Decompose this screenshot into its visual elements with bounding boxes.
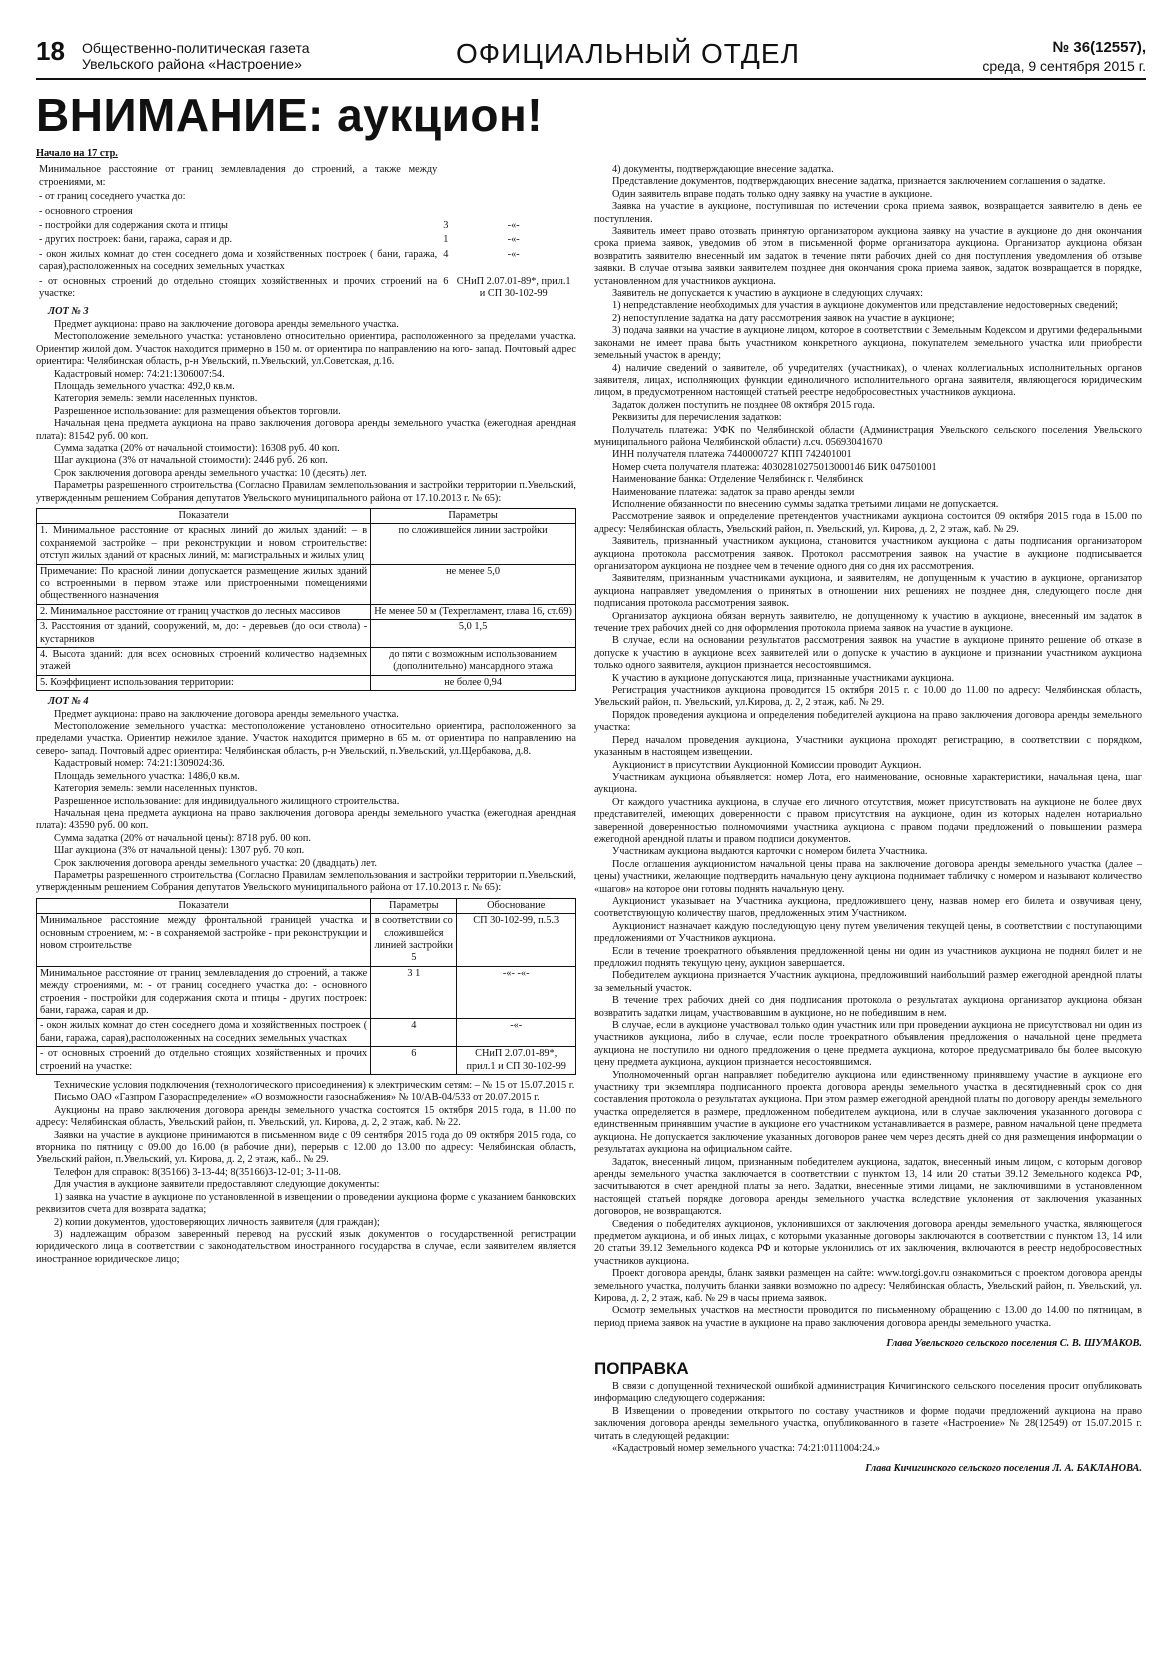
conditions-paragraph: 1) заявка на участие в аукционе по установленной в извещении о проведении аукциона форме с указанием банковских реквизитов счета для возврата задатка; — [36, 1191, 576, 1216]
procedure-paragraph: Заявитель имеет право отозвать принятую организатором аукциона заявку на участие в аукционе до дня окончания срока приема заявок, уведомив об этом в письменной форме организатора аукциона. Организатор аукциона обязан возвратить заявителю внесенный им задаток в течение пяти рабочих дней со дня поступления уведомления об отзыве заявки. В случае отзыва заявки заявителем позднее дня окончания срока приема заявок, задаток возвращается в порядке, установленном для участников аукциона. — [594, 226, 1142, 287]
issue-date: среда, 9 сентября 2015 г. — [982, 58, 1146, 74]
procedure-paragraph: От каждого участника аукциона, в случае его личного отсутствия, может присутствовать на аукционе не более двух представителей, имеющих доверенности с правом присутствия на аукционе, один из которых наделен нотариально заверенной доверенностью полномочиями участника аукциона с правом подачи предложений о повышении размера ежегодной арендной платы и правом подписи документов. — [594, 796, 1142, 845]
lot2-table-row — [36, 190, 576, 204]
lot4-table-row-cell: -«- -«- — [457, 966, 576, 1019]
correction-paragraph-1: В связи с допущенной технической ошибкой администрация Кичигинского сельского поселения просит опубликовать информацию следующего содержания: — [594, 1381, 1142, 1405]
lot4-paragraph: Начальная цена предмета аукциона на право заключения договора аренды земельного участка (ежегодная арендная плата): 43590 руб. 00 коп. — [36, 807, 576, 832]
lot3-paragraph: Начальная цена предмета аукциона на право заключения договора аренды земельного участка (ежегодная арендная плата): 81542 руб. 00 коп. — [36, 418, 576, 442]
procedure-paragraph: В случае, если в аукционе участвовал только один участник или при проведении аукциона не присутствовал ни один из участников аукциона, либо в случае, если после троекратного объявления предложения о начальной цене предмета аукциона не поступило ни одного предложения о цене предмета аукциона, которое предусматривало бы более высокую цену предмета аукциона, аукцион признается несостоявшимся. — [594, 1020, 1142, 1069]
lot4-table-header-2: Параметры — [371, 898, 457, 913]
lot3-table-row-cell: Не менее 50 м (Техрегламент, глава 16, ст.69) — [371, 604, 576, 619]
correction-heading: ПОПРАВКА — [594, 1358, 689, 1378]
lot4-params-table — [36, 898, 576, 1075]
auction-procedure-text — [594, 164, 1142, 1330]
procedure-paragraph: В течение трех рабочих дней со дня подписания протокола о результатах аукциона организатор аукциона обязан возвратить задатки лицам, участвовавшим в аукционе, но не победившим в нем. — [594, 995, 1142, 1019]
lot4-table-row-cell: Минимальное расстояние между фронтальной границей участка и основным строением, м: - в сохраняемой застройке - при реконструкции и новом строительстве — [37, 914, 371, 967]
lot4-paragraph: Шаг аукциона (3% от начальной цены): 1307 руб. 70 коп. — [54, 845, 305, 857]
lot3-paragraph: Местоположение земельного участка: установлено относительно ориентира, расположенного за пределами участка. Ориентир жилой дом. Участок находится примерно в 150 м. от ориентира по направлению на юго- запад. Почтовый адрес ориентира: Челябинская область, р-н Увельский, п.Увельский, ул.Советская, д.16. — [36, 331, 576, 368]
lot2-table-row — [36, 163, 576, 190]
gazette-line-1: Общественно-политическая газета — [82, 40, 310, 56]
lot3-table-row — [37, 620, 576, 648]
lot4-paragraph: Параметры разрешенного строительства (Согласно Правилам землепользования и застройки территории п.Увельский, утвержденным решением Собрания депутатов Увельского муниципального района от 17.10.2013 г. № 65): — [36, 869, 576, 894]
procedure-paragraph: Аукционист назначает каждую последующую цену путем увеличения текущей цены, в соответствии с поступающими предложениями от Участников аукциона. — [594, 920, 1142, 945]
conditions-paragraph: Телефон для справок: 8(35166) 3-13-44; 8(35166)3-12-01; 3-11-08. — [54, 1166, 342, 1178]
lot3-paragraph: Категория земель: земли населенных пунктов. — [54, 393, 258, 405]
article-title: ВНИМАНИЕ: аукцион! — [36, 89, 544, 141]
lot2-table-row-cell: Минимальное расстояние от границ землевладения до строений, а также между строениями, м: — [39, 164, 438, 188]
lot3-table-row — [37, 564, 576, 604]
procedure-paragraph: В случае, если на основании результатов рассмотрения заявок на участие в аукционе принято решение об отказе в допуске к участию в аукционе всех заявителей или о допуске к участию в аукционе и признании участником аукциона только одного заявителя, аукцион признается несостоявшимся. — [594, 635, 1142, 672]
right-column — [594, 164, 1142, 1644]
lot4-table-row-cell: 6 — [371, 1047, 457, 1075]
lot4-table-row-cell: СП 30-102-99, п.5.3 — [457, 914, 576, 967]
lot2-table-row-cell: - от основных строений до отдельно стоящих хозяйственных и прочих строений на участке: — [39, 275, 438, 300]
lot4-table-row — [37, 914, 576, 967]
lot4-title: ЛОТ № 4 — [48, 696, 89, 708]
procedure-paragraph: Организатор аукциона обязан вернуть заявителю, не допущенному к участию в аукционе, внесенный им задаток в течение трех рабочих дней со дня оформления протокола приема заявок на участие в аукционе. — [594, 610, 1142, 635]
lot4-paragraph: Разрешенное использование: для индивидуального жилищного строительства. — [54, 795, 400, 807]
lot4-paragraph: Категория земель: земли населенных пунктов. — [54, 783, 258, 795]
lot2-table-row-cell: -«- — [507, 220, 520, 232]
procedure-paragraph: После оглашения аукционистом начальной цены права на заключение договора аренды земельного участка (далее – цены) участники, желающие подтвердить начальную цену аукциона поднимает табличку с номером и называют количество «шагов» на которое они готовы поднять начальную цену. — [594, 858, 1142, 895]
procedure-paragraph: Участникам аукциона выдаются карточки с номером билета Участника. — [612, 846, 928, 858]
lot4-table-row-cell: 3 1 — [371, 966, 457, 1019]
lot4-table-row-cell: 4 — [371, 1019, 457, 1047]
lot2-table-row-cell: 4 — [443, 248, 449, 260]
procedure-paragraph: Победителем аукциона признается Участник аукциона, предложивший наибольший размер ежегодной арендной платы за земельный участок. — [594, 970, 1142, 994]
procedure-paragraph: Регистрация участников аукциона проводится 15 октября 2015 г. с 10.00 до 11.00 по адресу: Челябинская область, Увельский район, п. Увельский, ул.Кирова, д. 2, 2 этаж, каб. № 29. — [594, 685, 1142, 709]
signature-kichiginsky: Глава Кичигинского сельского поселения Л. А. БАКЛАНОВА. — [865, 1463, 1142, 1475]
gazette-name — [82, 40, 310, 72]
procedure-paragraph: Перед началом проведения аукциона, Участники аукциона проходят регистрацию, в соответствии с порядком, указанным в настоящем извещении. — [594, 734, 1142, 759]
correction-paragraph-3: «Кадастровый номер земельного участка: 74:21:0111004:24.» — [612, 1443, 881, 1455]
conditions-paragraph: Аукционы на право заключения договора аренды земельного участка состоятся 15 октября 2015 года, в 11.00 по адресу: Челябинская область, Увельский район, п. Увельский, ул. Кирова, д. 2, 2 этаж, каб. № 22. — [36, 1104, 576, 1129]
procedure-paragraph: Осмотр земельных участков на местности проводится по письменному обращению с 13.00 до 14.00 по пятницам, в период приема заявок на участие в аукционе на право заключения договора аренды земельного участка. — [594, 1305, 1142, 1329]
lot4-table-row — [37, 1047, 576, 1075]
lot3-table-row — [37, 604, 576, 619]
lot2-table-row-cell — [440, 163, 451, 190]
lot3-paragraph: Предмет аукциона: право на заключение договора аренды земельного участка. — [54, 318, 399, 330]
lot3-title: ЛОТ № 3 — [48, 306, 89, 318]
lot3-table-row-cell: по сложившейся линии застройки — [371, 524, 576, 564]
lot3-table-row — [37, 648, 576, 676]
lot3-paragraph: Срок заключения договора аренды земельного участка: 10 (десять) лет. — [54, 467, 367, 479]
lot4-table-row-cell: Минимальное расстояние от границ землевладения до строений, а также между строениями, м: - от границ соседнего участка до: - основного строения - постройки для содержания скота и птицы - других построек: бани, гаража, сарая и др. — [37, 966, 371, 1019]
lot3-paragraph: Параметры разрешенного строительства (Согласно Правилам землепользования и застройки территории п.Увельский, утвержденным решением Собрания депутатов Увельского муниципального района от 17.10.2013 г. № 65): — [36, 480, 576, 504]
lot2-table-row-cell: - постройки для содержания скота и птицы — [39, 220, 228, 232]
procedure-paragraph: 4) документы, подтверждающие внесение задатка. — [612, 164, 834, 175]
lot2-table-row-cell — [440, 205, 451, 219]
lot4-paragraph: Площадь земельного участка: 1486,0 кв.м. — [54, 770, 240, 782]
signature-uvelsky: Глава Увельского сельского поселения С. В. ШУМАКОВ. — [886, 1338, 1142, 1350]
lot4-table-row-cell: - от основных строений до отдельно стоящих хозяйственных и прочих строений на участке: — [37, 1047, 371, 1075]
lot4-table-row-cell: - окон жилых комнат до стен соседнего дома и хозяйственных построек ( бани, гаража, сарая),расположенных на соседних земельных участках — [37, 1019, 371, 1047]
lot2-table-row-cell: - от границ соседнего участка до: — [39, 191, 186, 203]
lot2-table-row-cell — [440, 190, 451, 204]
lot4-paragraph: Местоположение земельного участка: местоположение установлено относительно ориентира, расположенного за пределами участка. Ориентир нежилое здание. Участок находится примерно в 65 м. от ориентира по направлению на северо- запад. Почтовый адрес ориентира: Челябинская область, р-н Увельский, п.Увельский, ул.Щербакова, д.8. — [36, 721, 576, 757]
procedure-paragraph: Один заявитель вправе подать только одну заявку на участие в аукционе. — [612, 188, 933, 200]
lot2-table-row — [36, 205, 576, 219]
conditions-paragraph: Технические условия подключения (технологического присоединения) к электрическим сетям: – № 15 от 15.07.2015 г. — [54, 1080, 575, 1092]
procedure-paragraph: 3) подача заявки на участие в аукционе лицом, которое в соответствии с Земельным Кодексом и другими федеральными законами не имеет права быть участником конкретного аукциона, покупателем земельного участка или приобрести земельный участок в аренду; — [594, 325, 1142, 362]
lot2-table-row-cell: 3 — [443, 220, 449, 232]
lot3-table-row-cell: 4. Высота зданий: для всех основных строений количество надземных этажей — [37, 648, 371, 676]
procedure-paragraph: К участию в аукционе допускаются лица, признанные участниками аукциона. — [612, 672, 955, 684]
lot2-table-row — [36, 219, 576, 233]
lot4-table-row-cell: СНиП 2.07.01-89*, прил.1 и СП 30-102-99 — [457, 1047, 576, 1075]
lot3-table-row-cell: 2. Минимальное расстояние от границ участков до лесных массивов — [37, 604, 371, 619]
procedure-paragraph: Если в течение троекратного объявления предложенной цены ни один из участников аукциона не поднял билет и не предложил поднять текущую цену, аукцион завершается. — [594, 945, 1142, 969]
lot3-table-header-1: Показатели — [37, 508, 371, 523]
procedure-paragraph: Реквизиты для перечисления задатков: — [612, 412, 782, 424]
lot2-table-row-cell — [451, 163, 576, 190]
procedure-paragraph: Заявителям, признанным участниками аукциона, и заявителям, не допущенным к участию в аукционе, организатор аукциона направляет уведомления о принятых в отношении них решениях не позднее дня, следующего после дня подписания протокола рассмотрения заявок. — [594, 573, 1142, 610]
page-number: 18 — [36, 36, 65, 66]
lot3-paragraph: Площадь земельного участка: 492,0 кв.м. — [54, 380, 235, 392]
conditions-paragraph: Для участия в аукционе заявители предоставляют следующие документы: — [54, 1179, 380, 1191]
procedure-paragraph: Представление документов, подтверждающих внесение задатка, признается заключением соглашения о задатке. — [612, 176, 1106, 188]
lot2-table-row-cell: - основного строения — [39, 205, 133, 217]
lot3-table-row — [37, 524, 576, 564]
lot3-params-table — [36, 508, 576, 691]
procedure-paragraph: Исполнение обязанности по внесению суммы задатка третьими лицами не допускается. — [612, 498, 999, 510]
gazette-line-2: Увельского района «Настроение» — [82, 56, 302, 72]
lot2-table-row — [36, 275, 576, 302]
lot4-table-header-1: Показатели — [37, 898, 371, 913]
lot2-params-table — [36, 163, 576, 301]
lot3-table-row-cell: до пяти с возможным использованием (дополнительно) мансардного этажа — [371, 648, 576, 676]
lot2-table-row-cell: 1 — [443, 234, 449, 246]
lot2-table-row-cell: 6 — [443, 275, 449, 287]
auction-conditions-text — [36, 1080, 576, 1266]
section-title: ОФИЦИАЛЬНЫЙ ОТДЕЛ — [456, 38, 800, 69]
procedure-paragraph: Порядок проведения аукциона и определения победителей аукциона на право заключения договора аренды земельного участка: — [594, 709, 1142, 734]
left-column — [36, 148, 576, 1638]
lot3-table-header-2: Параметры — [371, 508, 576, 523]
correction-paragraph-2: В Извещении о проведении открытого по составу участников и форме подачи предложений аукциона на право заключения договора аренды земельного участка, опубликованного в газете «Настроение» № 28(12549) от 15.07.2015 г. читать в следующей редакции: — [594, 1405, 1142, 1442]
lot3-table-row-cell: 1. Минимальное расстояние от красных линий до жилых зданий: – в сохраняемой застройке – при реконструкции и новом строительстве: отступ жилых зданий от красных линий, м: магистральных и жилых улиц — [37, 524, 371, 564]
lot3-paragraph: Кадастровый номер: 74:21:1306007:54. — [54, 368, 225, 380]
lot4-table-row — [37, 1019, 576, 1047]
procedure-paragraph: Аукционист в присутствии Аукционной Комиссии проводит Аукцион. — [612, 759, 922, 771]
procedure-paragraph: Участникам аукциона объявляется: номер Лота, его наименование, основные характеристики, начальная цена, шаг аукциона. — [594, 771, 1142, 796]
lot2-table-row-cell — [451, 190, 576, 204]
lot3-table-row-cell: 3. Расстояния от зданий, сооружений, м, до: - деревьев (до оси ствола) - кустарников — [37, 620, 371, 648]
conditions-paragraph: 3) надлежащим образом заверенный перевод на русский язык документов о государственной регистрации юридического лица в соответствии с законодательством иностранного государства в случае, если заявителем является иностранное юридическое лицо; — [36, 1228, 576, 1265]
lot4-paragraph: Предмет аукциона: право на заключение договора аренды земельного участка. — [54, 708, 399, 720]
procedure-paragraph: Наименование банка: Отделение Челябинск г. Челябинск — [612, 474, 864, 486]
lot2-table-row-cell — [451, 205, 576, 219]
lot2-table-row-cell: -«- — [507, 248, 520, 260]
procedure-paragraph: Рассмотрение заявок и определение претендентов участниками аукциона состоится 09 октября 2015 года в 15.00 по адресу: Челябинская область, Увельский район, п. Увельский, ул. Кирова, д. 2, 2 этаж, каб. № 29. — [594, 511, 1142, 535]
lot3-table-row-cell: 5,0 1,5 — [371, 620, 576, 648]
conditions-paragraph: Заявки на участие в аукционе принимаются в письменном виде с 09 сентября 2015 года до 09 октября 2015 года, со вторника по пятницу с 09.00 до 16.00 (в рабочие дни), перерыв с 12.00 до 13.00 по адресу: Челябинская область, Увельский район, п.Увельский, ул. Кирова, д. 2, 2 этаж, каб.. № 29. — [36, 1129, 576, 1166]
page-header — [36, 38, 1146, 80]
lot2-table-row — [36, 233, 576, 247]
lot2-table-row-cell: -«- — [507, 234, 520, 246]
lot3-text — [36, 319, 576, 505]
lot3-table-row-cell: не менее 5,0 — [371, 564, 576, 604]
procedure-paragraph: ИНН получателя платежа 7440000727 КПП 742401001 — [612, 449, 852, 461]
procedure-paragraph: Сведения о победителях аукционов, уклонившихся от заключения договора аренды земельного участка, являющегося предметом аукциона, и об иных лицах, с которыми указанные договоры заключаются в соответствии с пунктом 13, 14 или 20 статьи 39.12 Земельного кодекса РФ и которые уклонились от их заключения, включаются в реестр недобросовестных участников аукциона. — [594, 1218, 1142, 1267]
continued-note: Начало на 17 стр. — [36, 148, 118, 159]
lot4-table-row-cell: в соответствии со сложившейся линией застройки 5 — [371, 914, 457, 967]
lot3-table-row — [37, 675, 576, 690]
lot3-paragraph: Шаг аукциона (3% от начальной стоимости): 2446 руб. 26 коп. — [54, 455, 328, 467]
procedure-paragraph: Проект договора аренды, бланк заявки размещен на сайте: www.torgi.gov.ru ознакомиться с проектом договора аренды земельного участка, получить бланки заявки возможно по адресу: Челябинская область, Увельский район, п. Увельский, ул. Кирова, д. 2, 2 этаж, каб. № 29 в часы приема заявок. — [594, 1268, 1142, 1304]
procedure-paragraph: 1) непредставление необходимых для участия в аукционе документов или представление недостоверных сведений; — [612, 300, 1119, 312]
lot4-text — [36, 709, 576, 895]
conditions-paragraph: 2) копии документов, удостоверяющих личность заявителя (для граждан); — [54, 1216, 380, 1228]
procedure-paragraph: Задаток должен поступить не позднее 08 октября 2015 года. — [612, 399, 875, 411]
procedure-paragraph: Заявитель, признанный участником аукциона, становится участником аукциона с даты подписания организатором аукциона протокола рассмотрения заявок. Протокол рассмотрения заявок на участие в аукционе подписывается организатором аукциона не позднее чем в течение одного дня со дня их рассмотрения. — [594, 536, 1142, 572]
issue-number: № 36(12557), — [1052, 39, 1146, 56]
procedure-paragraph: Задаток, внесенный лицом, признанным победителем аукциона, задаток, внесенный иным лицом, с которым договор аренды земельного участка заключается в соответствии с пунктом 13, 14 или 20 статьи 39.12 Земельного кодекса РФ, засчитываются в счет арендной платы за него. Задатки, внесенные этими лицами, не заключившими в установленном настоящей статьей порядке договора аренды земельного участка вследствие уклонения от заключения указанных договоров, не возвращаются. — [594, 1156, 1142, 1218]
lot4-paragraph: Сумма задатка (20% от начальной цены): 8718 руб. 00 коп. — [54, 832, 311, 844]
procedure-paragraph: 4) наличие сведений о заявителе, об учредителях (участниках), о членах коллегиальных исполнительных органов заявителя, лицах, исполняющих функции единоличного исполнительного органа заявителя, являющегося юридическим лицом, в предусмотренном настоящей статьей реестре недобросовестных участников аукциона. — [594, 362, 1142, 399]
procedure-paragraph: Аукционист указывает на Участника аукциона, предложившего цену, назвав номер его билета и озвучивая цену, соответствующую количеству шагов, предложенных этим Участником. — [594, 895, 1142, 920]
procedure-paragraph: Получатель платежа: УФК по Челябинской области (Администрация Увельского сельского поселения Увельского муниципального района Челябинской области) л.сч. 05693041670 — [594, 424, 1142, 448]
procedure-paragraph: Наименование платежа: задаток за право аренды земли — [612, 486, 855, 498]
procedure-paragraph: 2) непоступление задатка на дату рассмотрения заявок на участие в аукционе; — [612, 312, 955, 324]
lot3-table-row-cell: не более 0,94 — [371, 675, 576, 690]
lot3-paragraph: Сумма задатка (20% от начальной стоимости): 16308 руб. 40 коп. — [54, 442, 340, 454]
lot2-table-row-cell: СНиП 2.07.01-89*, прил.1 и СП 30-102-99 — [456, 275, 571, 300]
lot2-table-row-cell: - других построек: бани, гаража, сарая и др. — [39, 234, 233, 246]
procedure-paragraph: Уполномоченный орган направляет победителю аукциона или единственному принявшему участие в аукционе его участнику три экземпляра подписанного проекта договора аренды земельного участка в десятидневный срок со дня составления протокола о результатах аукциона. При этом размер ежегодной арендной платы по договору аренды земельного участка определяется в размере, предложенном победителем аукциона, или в случае заключения указанного договора с единственным принявшим участие в аукционе его участником устанавливается в размере, равном начальной цене предмета аукциона. Не допускается заключение указанных договоров ранее чем через десять дней со дня размещения информации о результатах аукциона на официальном сайте. — [594, 1069, 1142, 1156]
lot4-paragraph: Кадастровый номер: 74:21:1309024:36. — [54, 758, 225, 770]
issue-info — [982, 38, 1146, 75]
procedure-paragraph: Номер счета получателя платежа: 40302810275013000146 БИК 047501001 — [612, 461, 937, 473]
lot4-table-row-cell: -«- — [457, 1019, 576, 1047]
procedure-paragraph: Заявка на участие в аукционе, поступившая по истечении срока приема заявок, возвращается заявителю в день ее поступления. — [594, 201, 1142, 225]
conditions-paragraph: Письмо ОАО «Газпром Газораспределение» «О возможности газоснабжения» № 10/АВ-04/533 от 20.07.2015 г. — [54, 1092, 540, 1104]
lot3-table-row-cell: 5. Коэффициент использования территории: — [37, 675, 371, 690]
lot2-table-row — [36, 248, 576, 275]
lot2-table-row-cell: - окон жилых комнат до стен соседнего дома и хозяйственных построек ( бани, гаража, сарая),расположенных на соседних земельных участках — [39, 248, 438, 273]
lot4-table-header-3: Обоснование — [457, 898, 576, 913]
lot4-paragraph: Срок заключения договора аренды земельного участка: 20 (двадцать) лет. — [54, 857, 377, 869]
lot3-paragraph: Разрешенное использование: для размещения объектов торговли. — [54, 405, 341, 417]
lot4-table-row — [37, 966, 576, 1019]
procedure-paragraph: Заявитель не допускается к участию в аукционе в следующих случаях: — [612, 288, 924, 300]
lot3-table-row-cell: Примечание: По красной линии допускается размещение жилых зданий со встроенными в первом этаже или пристроенными помещениями общественного назначения — [37, 564, 371, 604]
